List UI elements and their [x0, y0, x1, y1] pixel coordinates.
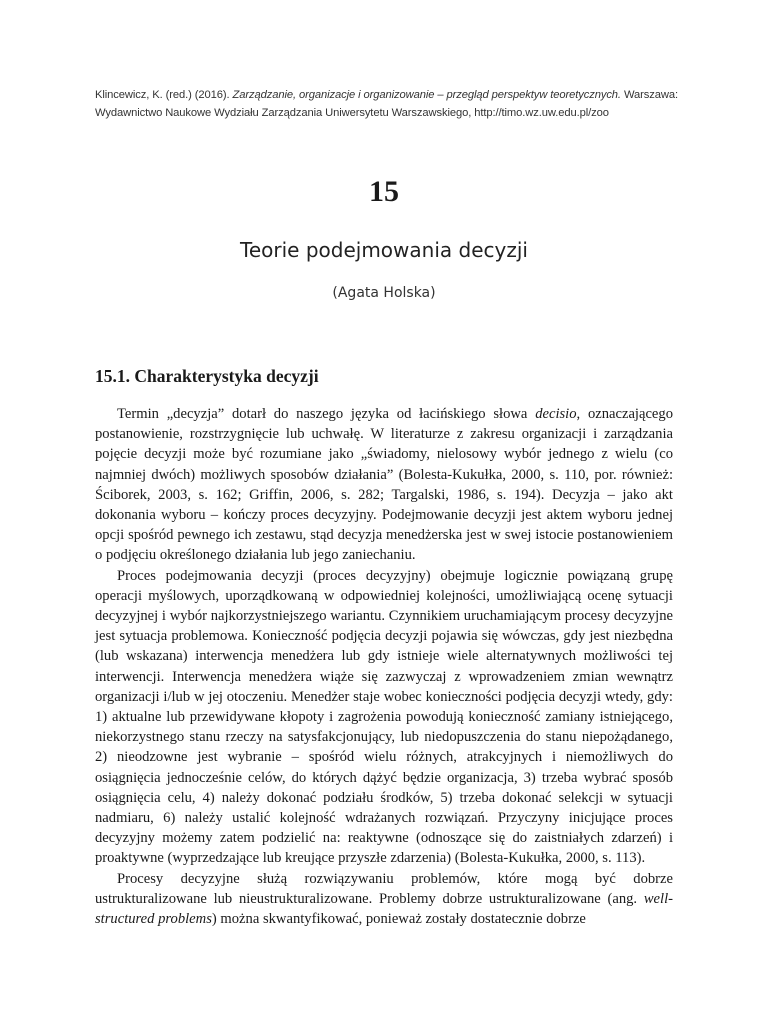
paragraph-3-italic-term: well-structured problems	[95, 890, 673, 928]
paragraph-1	[95, 404, 673, 566]
body-text	[95, 404, 673, 929]
citation-prefix: Klincewicz, K. (red.) (2016).	[95, 89, 233, 101]
citation-line-1	[95, 86, 685, 104]
section-heading: 15.1. Charakterystyka decyzji	[95, 366, 319, 386]
chapter-number: 15	[369, 175, 399, 208]
chapter-title: Teorie podejmowania decyzji	[240, 238, 528, 262]
chapter-author: (Agata Holska)	[332, 285, 436, 301]
paragraph-3-start: Procesy decyzyjne służą rozwiązywaniu problemów, które mogą być dobrze ustrukturalizowane lub nieustrukturalizowane. Problemy dobrze ustrukturalizowane (ang.	[95, 870, 673, 907]
paragraph-3-rest: ) można skwantyfikować, ponieważ zostały dostatecznie dobrze	[211, 911, 586, 928]
citation-book-title: Zarządzanie, organizacje i organizowanie – przegląd perspektyw teoretycznych.	[232, 89, 621, 101]
paragraph-1-start: Termin „decyzja” dotarł do naszego języka od łacińskiego słowa	[117, 406, 536, 422]
citation-line-2: Wydawnictwo Naukowe Wydziału Zarządzania Uniwersytetu Warszawskiego, http://timo.wz.uw.edu.pl/zoo	[95, 107, 609, 119]
paragraph-1-italic-term: decisio	[535, 406, 577, 422]
paragraph-3	[95, 869, 673, 930]
citation-header	[95, 86, 685, 122]
paragraph-1-rest: , oznaczającego postanowienie, rozstrzygnięcie lub uchwałę. W literaturze z zakresu organizacji i zarządzania pojęcie decyzji może być rozumiane jako „świadomy, nielosowy wybór jednego z wielu (co najmniej dwóch) możliwych sposobów działania” (Bolesta-Kukułka, 2000, s. 110, por. również: Ściborek, 2003, s. 162; Griffin, 2006, s. 282; Targalski, 1986, s. 194). Decyzja – jako akt dokonania wyboru – kończy proces decyzyjny. Podejmowanie decyzji jest aktem wyboru jednej opcji spośród pewnego ich zestawu, stąd decyzja menedżerska jest w swej istocie postanowieniem o podjęciu określonego działania lub jego zaniechaniu.	[95, 406, 674, 564]
paragraph-2: Proces podejmowania decyzji (proces decyzyjny) obejmuje logicznie powiązaną grupę operacji myślowych, uporządkowaną w odpowiedniej kolejności, umożliwiającą ocenę sytuacji decyzyjnej i wybór najkorzystniejszego wariantu. Czynnikiem uruchamiającym procesy decyzyjne jest sytuacja problemowa. Konieczność podjęcia decyzji pojawia się wówczas, gdy jest niezbędna (lub wskazana) interwencja menedżera lub gdy istnieje wiele alternatywnych możliwości tej interwencji. Interwencja menedżera wiąże się zazwyczaj z wprowadzeniem zmian wewnątrz organizacji i/lub w jej otoczeniu. Menedżer staje wobec konieczności podjęcia decyzji wtedy, gdy: 1) aktualne lub przewidywane kłopoty i zagrożenia powodują konieczność zamiany istniejącego, niekorzystnego stanu rzeczy na satysfakcjonujący, lub niedopuszczenia do stanu niepożądanego, 2) nieodzowne jest wybranie – spośród wielu różnych, atrakcyjnych i niemożliwych do osiągnięcia jednocześnie celów, do których dążyć będzie organizacja, 3) trzeba wybrać sposób osiągnięcia celu, 4) należy dokonać podziału środków, 5) trzeba dokonać selekcji w sytuacji nadmiaru, 6) należy ustalić kolejność wdrażanych rozwiązań. Przyczyny inicjujące proces decyzyjny możemy zatem podzielić na: reaktywne (odnoszące się do zaistniałych zdarzeń) i proaktywne (wyprzedzające lub kreujące przyszłe zdarzenia) (Bolesta-Kukułka, 2000, s. 113).	[95, 567, 673, 867]
citation-suffix: Warszawa:	[620, 89, 678, 101]
